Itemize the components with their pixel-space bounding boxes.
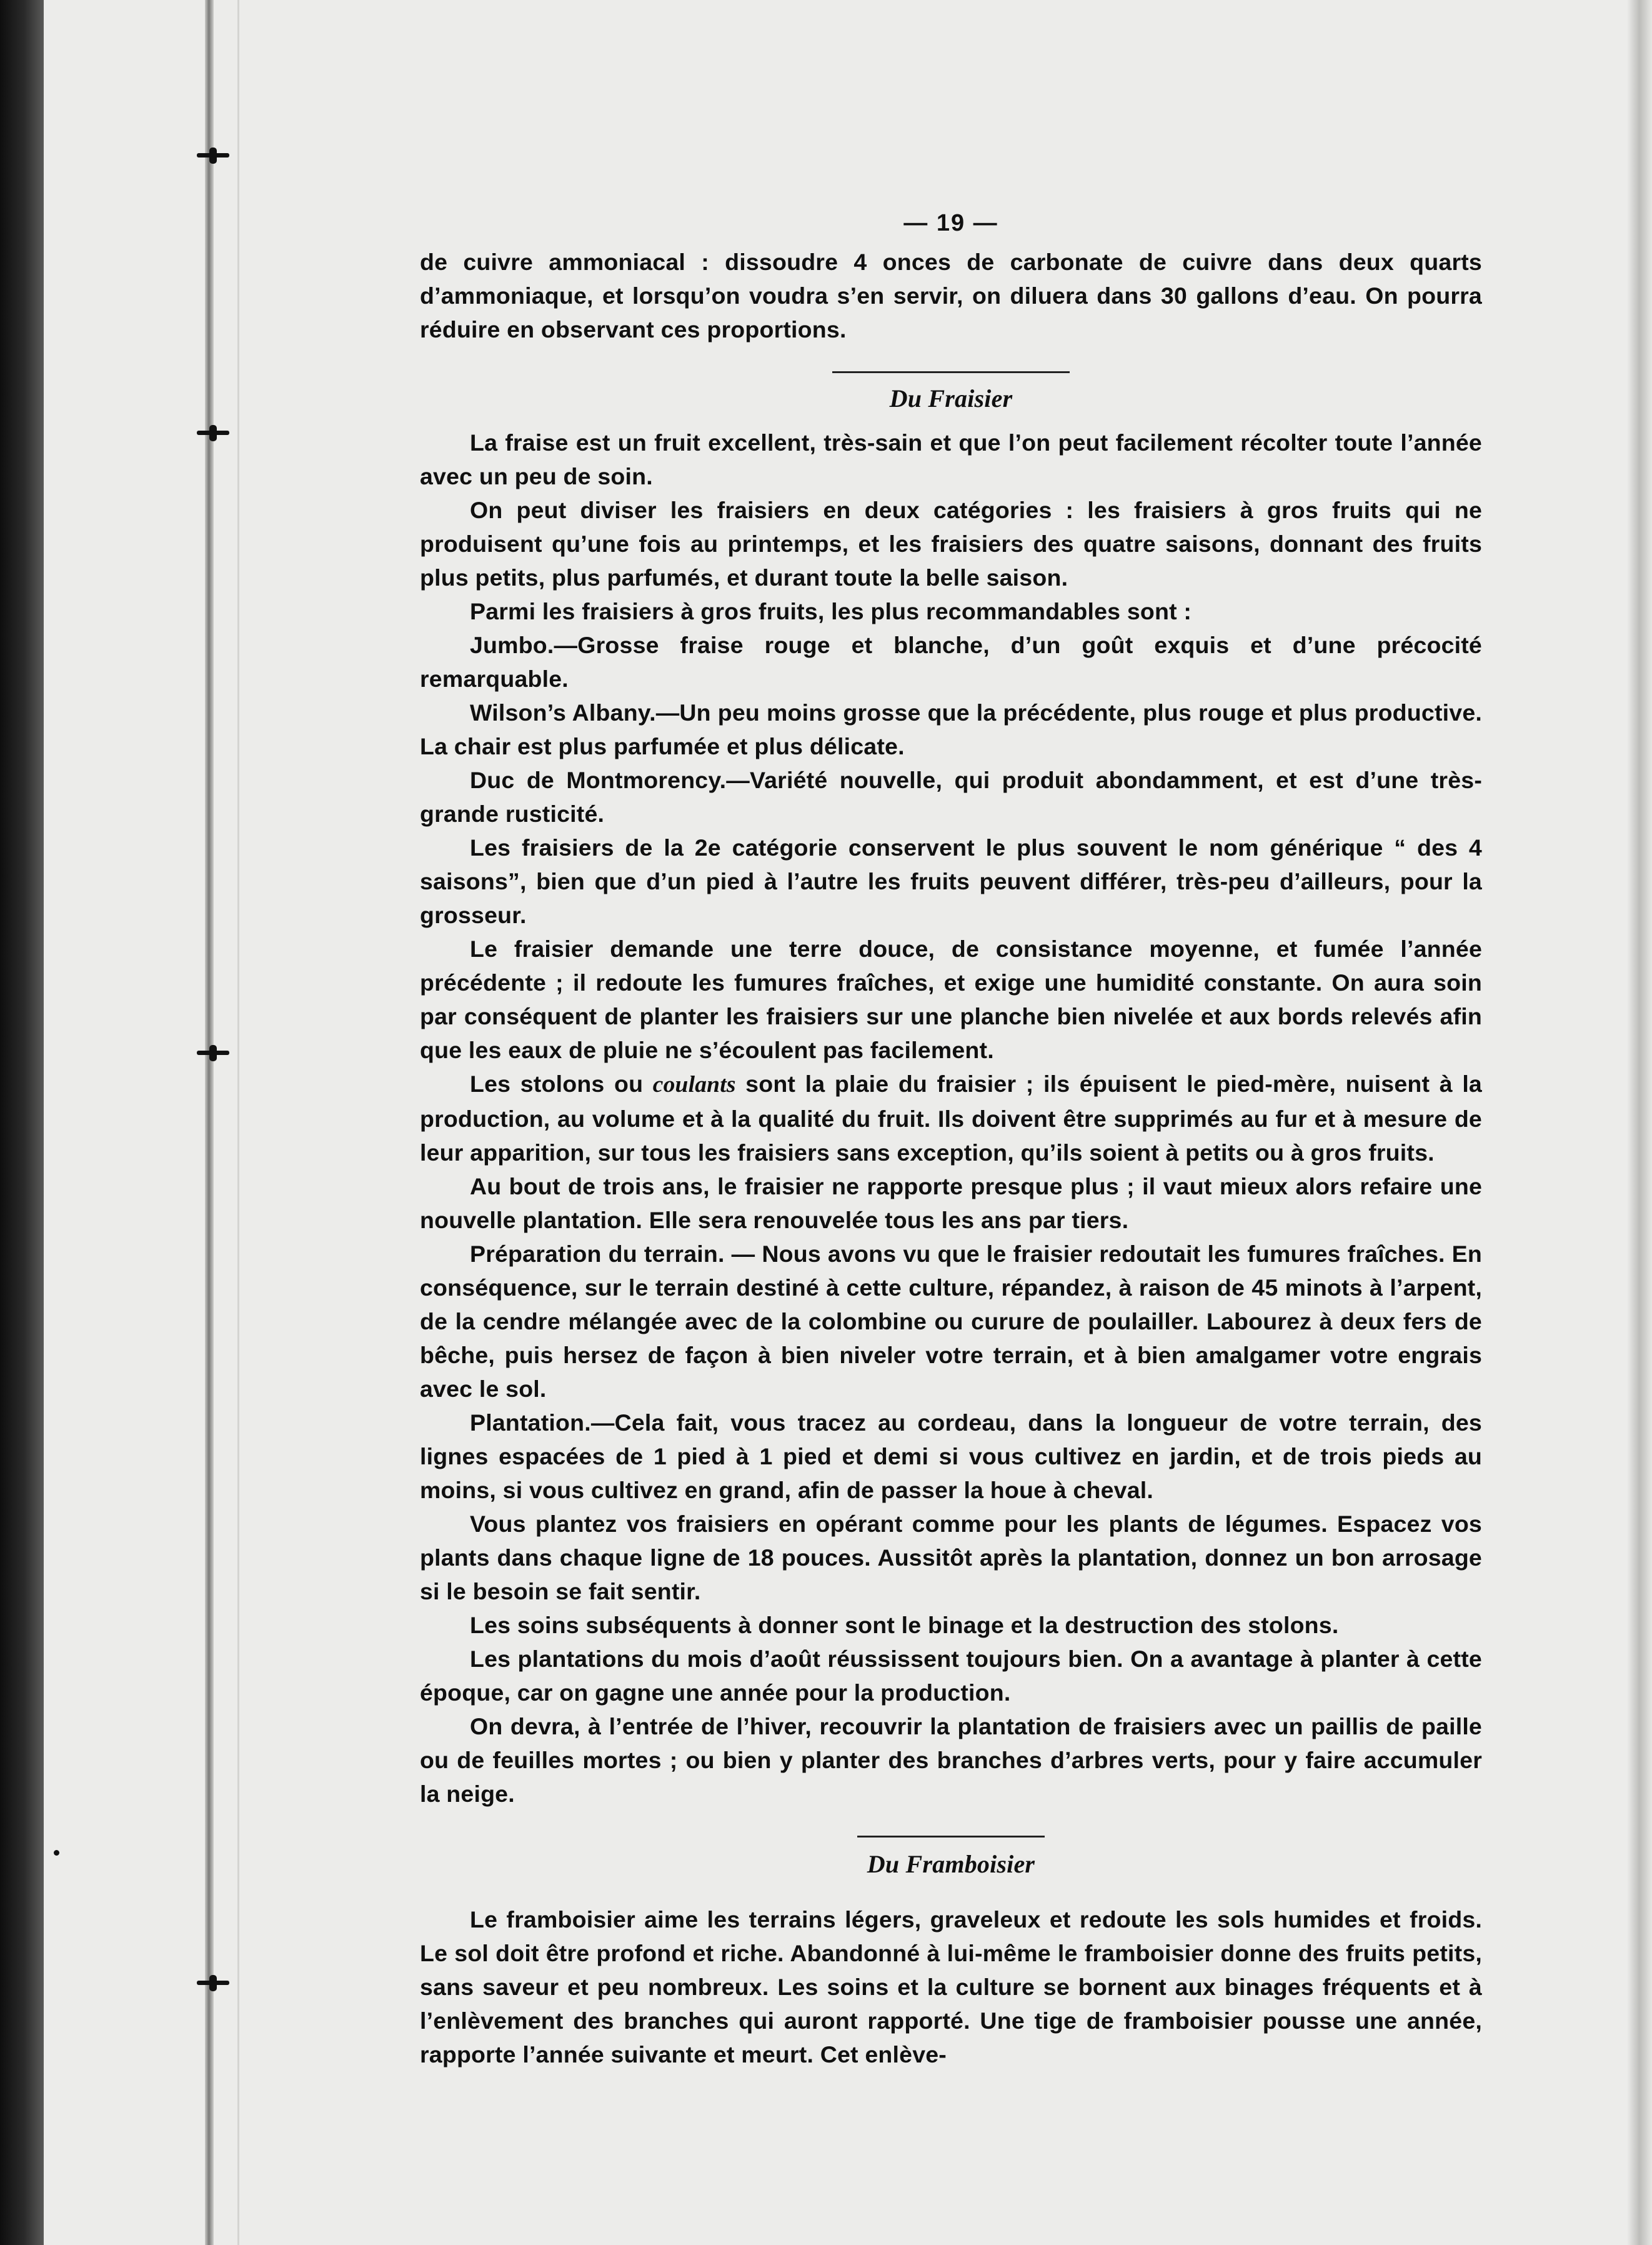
section-divider bbox=[832, 371, 1070, 373]
paragraph: On peut diviser les fraisiers en deux catégories : les fraisiers à gros fruits qui ne produisent qu’une fois au printemps, et les fraisiers des quatre saisons, donnant des fruits plus petits, plus parfumés, et durant toute la belle saison. bbox=[420, 497, 1482, 591]
section-divider bbox=[857, 1836, 1045, 1838]
paragraph-plantation bbox=[420, 1406, 1482, 1507]
page-gutter-line bbox=[237, 0, 239, 2245]
paragraph: Parmi les fraisiers à gros fruits, les plus recommandables sont : bbox=[470, 598, 1192, 624]
intro-paragraph: de cuivre ammoniacal : dissoudre 4 onces de carbonate de cuivre dans deux quarts d’ammoniaque, et lorsqu’on voudra s’en servir, on diluera dans 30 gallons d’eau. On pourra réduire en observant ces proportions. bbox=[420, 249, 1482, 342]
paragraph: Les fraisiers de la 2e catégorie conservent le plus souvent le nom générique “ des 4 saisons”, bien que d’un pied à l’autre les fruits peuvent différer, très-peu d’ailleurs, pour la grosseur. bbox=[420, 834, 1482, 928]
variety-description: —Grosse fraise rouge et blanche, d’un goût exquis et d’une précocité remarquable. bbox=[420, 632, 1482, 692]
page-number: — 19 — bbox=[903, 210, 998, 236]
variety-description: —Variété nouvelle, qui produit abondamment, et est d’une très-grande rusticité. bbox=[420, 767, 1483, 827]
section-heading-fraisier: Du Fraisier bbox=[889, 384, 1013, 412]
variety-duc bbox=[420, 763, 1482, 831]
subheading: Préparation du terrain. bbox=[470, 1241, 725, 1267]
variety-name: Jumbo. bbox=[470, 632, 554, 658]
paragraph: La fraise est un fruit excellent, très-sain et que l’on peut facilement récolter toute l’année avec un peu de soin. bbox=[420, 429, 1482, 489]
italic-term: coulants bbox=[652, 1072, 736, 1098]
text-run: sont la plaie du fraisier ; ils épuisent le pied-mère, nuisent à la production, au volume et à la qualité du fruit. Ils doivent être supprimés au fur et à mesure de leur apparition, sur tous les fraisiers sans exception, qu’ils soient à petits ou à gros fruits. bbox=[420, 1071, 1482, 1166]
paragraph-preparation bbox=[420, 1237, 1482, 1406]
speck-mark bbox=[54, 1850, 59, 1856]
page-gutter-fold bbox=[205, 0, 214, 2245]
scan-left-border bbox=[0, 0, 44, 2245]
variety-jumbo bbox=[420, 628, 1482, 696]
paragraph: Le fraisier demande une terre douce, de consistance moyenne, et fumée l’année précédente ; il redoute les fumures fraîches, et exige une humidité constante. On aura soin par conséquent de planter les fraisiers sur une planche bien nivelée et aux bords relevés afin que les eaux de pluie ne s’écoulent pas facilement. bbox=[420, 936, 1482, 1063]
binding-stitch bbox=[197, 1975, 229, 1991]
paragraph: Vous plantez vos fraisiers en opérant comme pour les plants de légumes. Espacez vos plants dans chaque ligne de 18 pouces. Aussitôt après la plantation, donnez un bon arrosage si le besoin se fait sentir. bbox=[420, 1511, 1482, 1604]
paragraph: Les plantations du mois d’août réussissent toujours bien. On a avantage à planter à cette époque, car on gagne une année pour la production. bbox=[420, 1646, 1482, 1706]
variety-description: —Un peu moins grosse que la précédente, plus rouge et plus productive. La chair est plus parfumée et plus délicate. bbox=[420, 699, 1482, 759]
subheading: Plantation. bbox=[470, 1409, 591, 1436]
paragraph-stolons bbox=[420, 1067, 1482, 1169]
binding-stitch bbox=[197, 148, 229, 164]
binding-stitch bbox=[197, 1045, 229, 1061]
section-heading-framboisier: Du Framboisier bbox=[867, 1850, 1035, 1878]
text-run: Les stolons ou bbox=[470, 1071, 653, 1097]
text-run: —Cela fait, vous tracez au cordeau, dans la longueur de votre terrain, des lignes espacées de 1 pied à 1 pied et demi si vous cultivez en jardin, et de trois pieds au moins, si vous cultivez en grand, afin de passer la houe à cheval. bbox=[420, 1409, 1482, 1503]
paragraph: Le framboisier aime les terrains légers, graveleux et redoute les sols humides et froids. Le sol doit être profond et riche. Abandonné à lui-même le framboisier donne des fruits petits, sans saveur et peu nombreux. Les soins et la culture se bornent aux binages fréquents et à l’enlèvement des branches qui auront rapporté. Une tige de framboisier pousse une année, rapporte l’année suivante et meurt. Cet enlève- bbox=[420, 1906, 1482, 2068]
paragraph: On devra, à l’entrée de l’hiver, recouvrir la plantation de fraisiers avec un paillis de paille ou de feuilles mortes ; ou bien y planter des branches d’arbres verts, pour y faire accumuler la neige. bbox=[420, 1713, 1482, 1807]
variety-name: Duc de Montmorency. bbox=[470, 767, 727, 793]
variety-wilson bbox=[420, 696, 1482, 763]
text-run: — Nous avons vu que le fraisier redoutait les fumures fraîches. En conséquence, sur le terrain destiné à cette culture, répandez, à raison de 45 minots à l’arpent, de la cendre mélangée avec de la colombine ou curure de poulailler. Labourez à deux fers de bêche, puis hersez de façon à bien niveler votre terrain, et à bien amalgamer votre engrais avec le sol. bbox=[420, 1241, 1482, 1402]
paragraph: Au bout de trois ans, le fraisier ne rapporte presque plus ; il vaut mieux alors refaire une nouvelle plantation. Elle sera renouvelée tous les ans par tiers. bbox=[420, 1173, 1482, 1233]
page-content bbox=[420, 206, 1482, 2071]
variety-name: Wilson’s Albany. bbox=[470, 699, 656, 726]
paragraph: Les soins subséquents à donner sont le binage et la destruction des stolons. bbox=[470, 1612, 1339, 1638]
binding-stitch bbox=[197, 425, 229, 441]
scan-right-edge bbox=[1627, 0, 1652, 2245]
